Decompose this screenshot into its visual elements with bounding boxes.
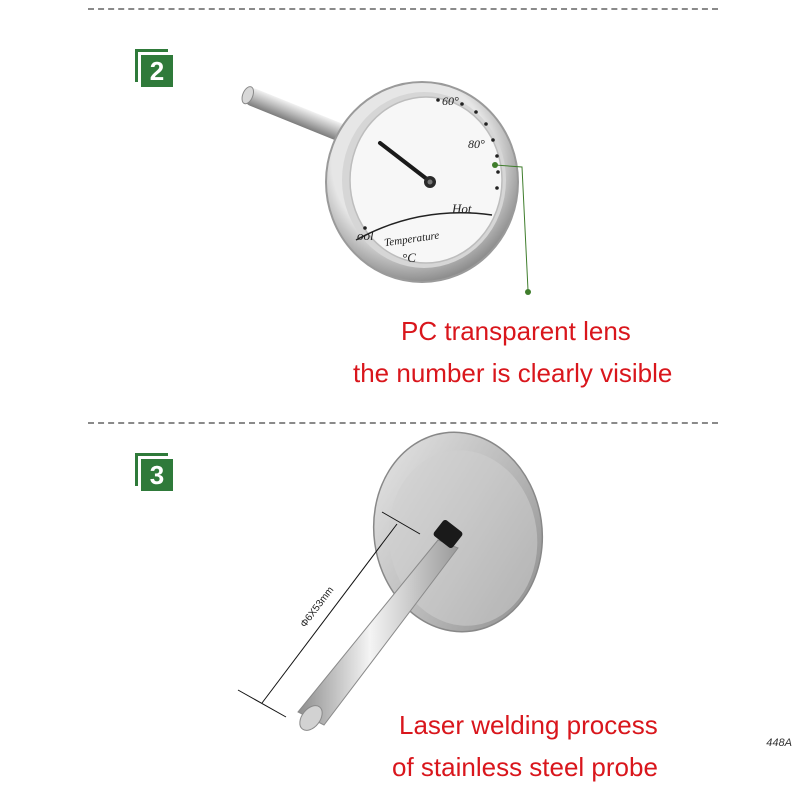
scale-label-hot: Hot xyxy=(452,201,472,216)
caption-lens-line-2: the number is clearly visible xyxy=(353,358,673,388)
step-number-3: 3 xyxy=(141,459,173,491)
caption-welding-line-1: Laser welding process xyxy=(399,710,658,740)
dial-unit-label: °C xyxy=(402,250,416,265)
dial-center-label: Temperature xyxy=(383,229,441,250)
step-number-2: 2 xyxy=(141,55,173,87)
caption-welding-line-2: of stainless steel probe xyxy=(392,752,658,782)
scale-label-80: 80° xyxy=(468,137,485,151)
scale-label-cool: ool xyxy=(357,228,374,243)
watermark-code: 448A xyxy=(766,737,792,749)
caption-lens-line-1: PC transparent lens xyxy=(401,316,631,346)
step-badge-3 xyxy=(135,453,173,491)
dimension-label: Φ6X53mm xyxy=(298,584,337,630)
scale-label-60: 60° xyxy=(442,94,459,108)
